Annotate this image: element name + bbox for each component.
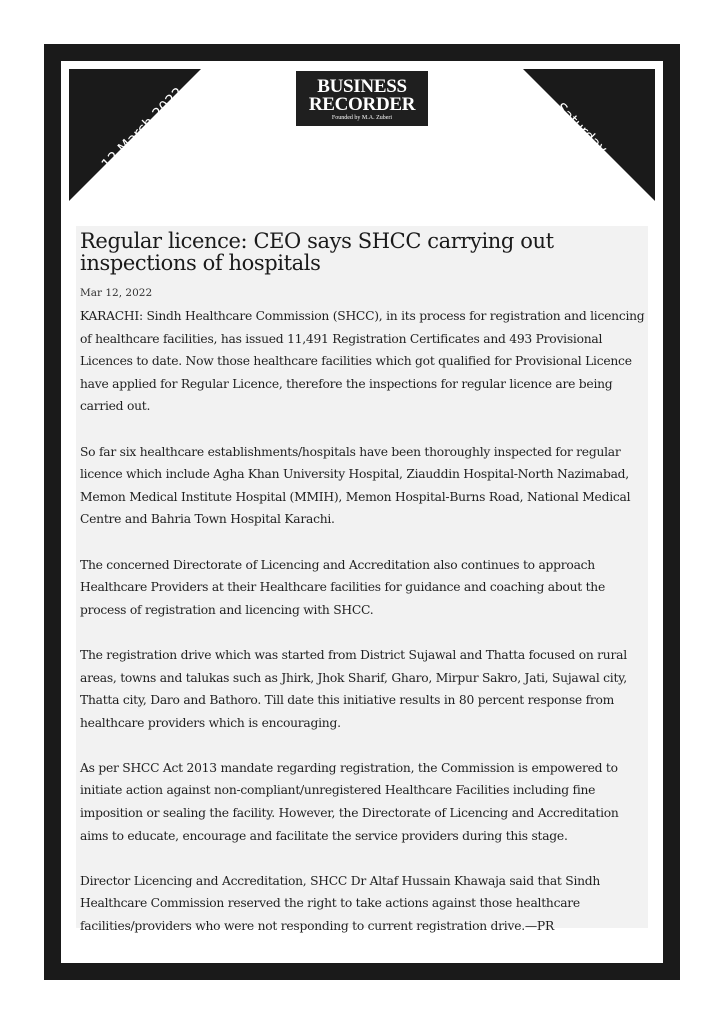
article-body: [80, 305, 646, 960]
article-date: Mar 12, 2022: [80, 287, 153, 299]
day-corner-label: Saturday: [552, 100, 610, 158]
article-paragraph: The concerned Directorate of Licencing and Accreditation also continues to approach Healthcare Providers at their Healthcare facilities for guidance and coaching about the process of registration and licencing with SHCC.: [80, 557, 605, 617]
logo-tagline: Founded by M.A. Zuberi: [331, 115, 393, 121]
business-recorder-logo: [296, 71, 428, 126]
article-paragraph: KARACHI: Sindh Healthcare Commission (SHCC), in its process for registration and licencing of healthcare facilities, has issued 11,491 Registration Certificates and 493 Provisional Licences to date. Now those healthcare facilities which got qualified for Provisional Licence have applied for Regular Licence, therefore the inspections for regular licence are being carried out.: [80, 309, 645, 414]
logo-line2: RECORDER: [308, 94, 416, 115]
page-inner: [61, 61, 663, 963]
article-paragraph: Director Licencing and Accreditation, SHCC Dr Altaf Hussain Khawaja said that Sindh Healthcare Commission reserved the right to take actions against those healthcare facilities/providers who were not responding to current registration drive.—PR: [80, 873, 601, 934]
article-card: [76, 226, 648, 934]
article-paragraph: So far six healthcare establishments/hospitals have been thoroughly inspected for regular licence which include Agha Khan University Hospital, Ziauddin Hospital-North Nazimabad, Memon Medical Institute Hospital (MMIH), Memon Hospital-Burns Road, National Medical Centre and Bahria Town Hospital Karachi.: [80, 444, 631, 527]
page-frame: [44, 44, 680, 980]
article-title: Regular licence: CEO says SHCC carrying out inspections of hospitals: [80, 229, 554, 275]
date-corner-label: 12 March 2022: [98, 84, 188, 174]
article-paragraph: As per SHCC Act 2013 mandate regarding registration, the Commission is empowered to initiate action against non-compliant/unregistered Healthcare Facilities including fine imposition or sealing the facility. However, the Directorate of Licencing and Accreditation aims to educate, encourage and facilitate the service providers during this stage.: [80, 760, 619, 843]
logo-line1: BUSINESS: [317, 76, 407, 97]
article-paragraph: The registration drive which was started from District Sujawal and Thatta focused on rural areas, towns and talukas such as Jhirk, Jhok Sharif, Gharo, Mirpur Sakro, Jati, Sujawal city, Thatta city, Daro and Bathoro. Till date this initiative results in 80 percent response from healthcare providers which is encouraging.: [80, 647, 627, 730]
